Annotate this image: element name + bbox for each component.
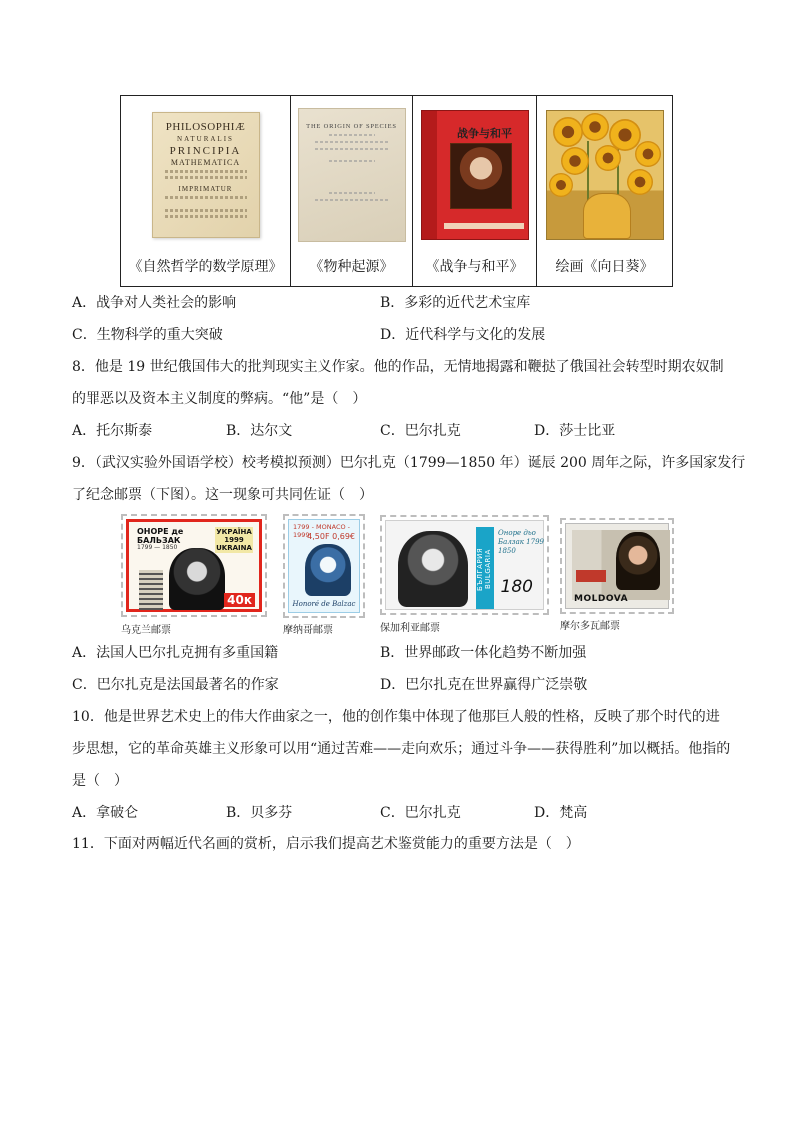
q8-option-b[interactable]: B．达尔文 xyxy=(226,423,293,439)
caption-war-and-peace: 《战争与和平》 xyxy=(425,259,524,275)
q8-option-c[interactable]: C．巴尔扎克 xyxy=(380,423,461,439)
bulgaria-stamp-caption: 保加利亚邮票 xyxy=(380,623,440,634)
q7-option-a[interactable]: A．战争对人类社会的影响 xyxy=(72,295,237,311)
q9-option-c[interactable]: C．巴尔扎克是法国最著名的作家 xyxy=(72,677,279,693)
bulgaria-stamp-image: БЪЛГАРИЯ BULGARIA Оноре дьо Балзак 1799 1850 180 xyxy=(380,515,549,615)
caption-origin: 《物种起源》 xyxy=(309,259,394,275)
q10-option-b[interactable]: B．贝多芬 xyxy=(226,805,293,821)
cell-origin xyxy=(291,96,413,286)
q8-stem-line-2: 的罪恶以及资本主义制度的弊病。“他”是（ ） xyxy=(72,391,367,407)
ukraine-stamp-image: ОНОРЕ де БАЛЬЗАК 1799 — 1850 УКРАЇНА 1999 UKRAINA 40к xyxy=(121,514,267,617)
q10-stem-line-1: 10．他是世界艺术史上的伟大作曲家之一，他的创作集中体现了他那巨人般的性格，反映了那个时代的进 xyxy=(72,709,720,725)
q9-stem-line-1: 9．（武汉实验外国语学校）校考模拟预测）巴尔扎克（1799—1850 年）诞辰 200 周年之际，许多国家发行 xyxy=(72,455,746,471)
war-and-peace-cover-image: 战争与和平 xyxy=(421,110,529,240)
q7-option-b[interactable]: B．多彩的近代艺术宝库 xyxy=(380,295,531,311)
q8-option-a[interactable]: A．托尔斯泰 xyxy=(72,423,153,439)
monaco-stamp-caption: 摩纳哥邮票 xyxy=(283,625,333,636)
q10-option-a[interactable]: A．拿破仑 xyxy=(72,805,139,821)
q10-option-d[interactable]: D．梵高 xyxy=(534,805,588,821)
sunflowers-painting-image xyxy=(546,110,664,240)
cell-principia xyxy=(121,96,291,286)
q10-stem-line-2: 步思想，它的革命英雄主义形象可以用“通过苦难——走向欢乐；通过斗争——获得胜利”加以概括。他指的 xyxy=(72,741,731,757)
q9-option-d[interactable]: D．巴尔扎克在世界赢得广泛崇敬 xyxy=(380,677,588,693)
caption-sunflowers: 绘画《向日葵》 xyxy=(555,259,654,275)
q7-option-c[interactable]: C．生物科学的重大突破 xyxy=(72,327,223,343)
q8-stem-line-1: 8．他是 19 世纪俄国伟大的批判现实主义作家。他的作品，无情地揭露和鞭挞了俄国社会转型时期农奴制 xyxy=(72,359,724,375)
moldova-stamp-image: MOLDOVA xyxy=(560,518,674,614)
q9-stem-line-2: 了纪念邮票（下图）。这一现象可共同佐证（ ） xyxy=(72,487,373,503)
q10-option-c[interactable]: C．巴尔扎克 xyxy=(380,805,461,821)
q9-option-a[interactable]: A．法国人巴尔扎克拥有多重国籍 xyxy=(72,645,279,661)
caption-principia: 《自然哲学的数学原理》 xyxy=(128,259,283,275)
q11-stem-line-1: 11．下面对两幅近代名画的赏析，启示我们提高艺术鉴赏能力的重要方法是（ ） xyxy=(72,836,580,852)
q10-stem-line-3: 是（ ） xyxy=(72,773,128,789)
principia-cover-image: PHILOSOPHIÆ NATURALIS PRINCIPIA MATHEMATICA IMPRIMATUR xyxy=(152,112,260,238)
q8-option-d[interactable]: D．莎士比亚 xyxy=(534,423,616,439)
monaco-stamp-image: 1799 - MONACO - 1999 4,50F 0,69€ Honoré de Balzac xyxy=(283,514,365,618)
cell-war-and-peace xyxy=(413,96,537,286)
origin-cover-image: THE ORIGIN OF SPECIES xyxy=(298,108,406,242)
q7-option-d[interactable]: D．近代科学与文化的发展 xyxy=(380,327,546,343)
cell-sunflowers xyxy=(537,96,672,286)
q9-option-b[interactable]: B．世界邮政一体化趋势不断加强 xyxy=(380,645,587,661)
works-table xyxy=(120,95,673,287)
ukraine-stamp-caption: 乌克兰邮票 xyxy=(121,625,171,636)
moldova-stamp-caption: 摩尔多瓦邮票 xyxy=(560,621,620,632)
